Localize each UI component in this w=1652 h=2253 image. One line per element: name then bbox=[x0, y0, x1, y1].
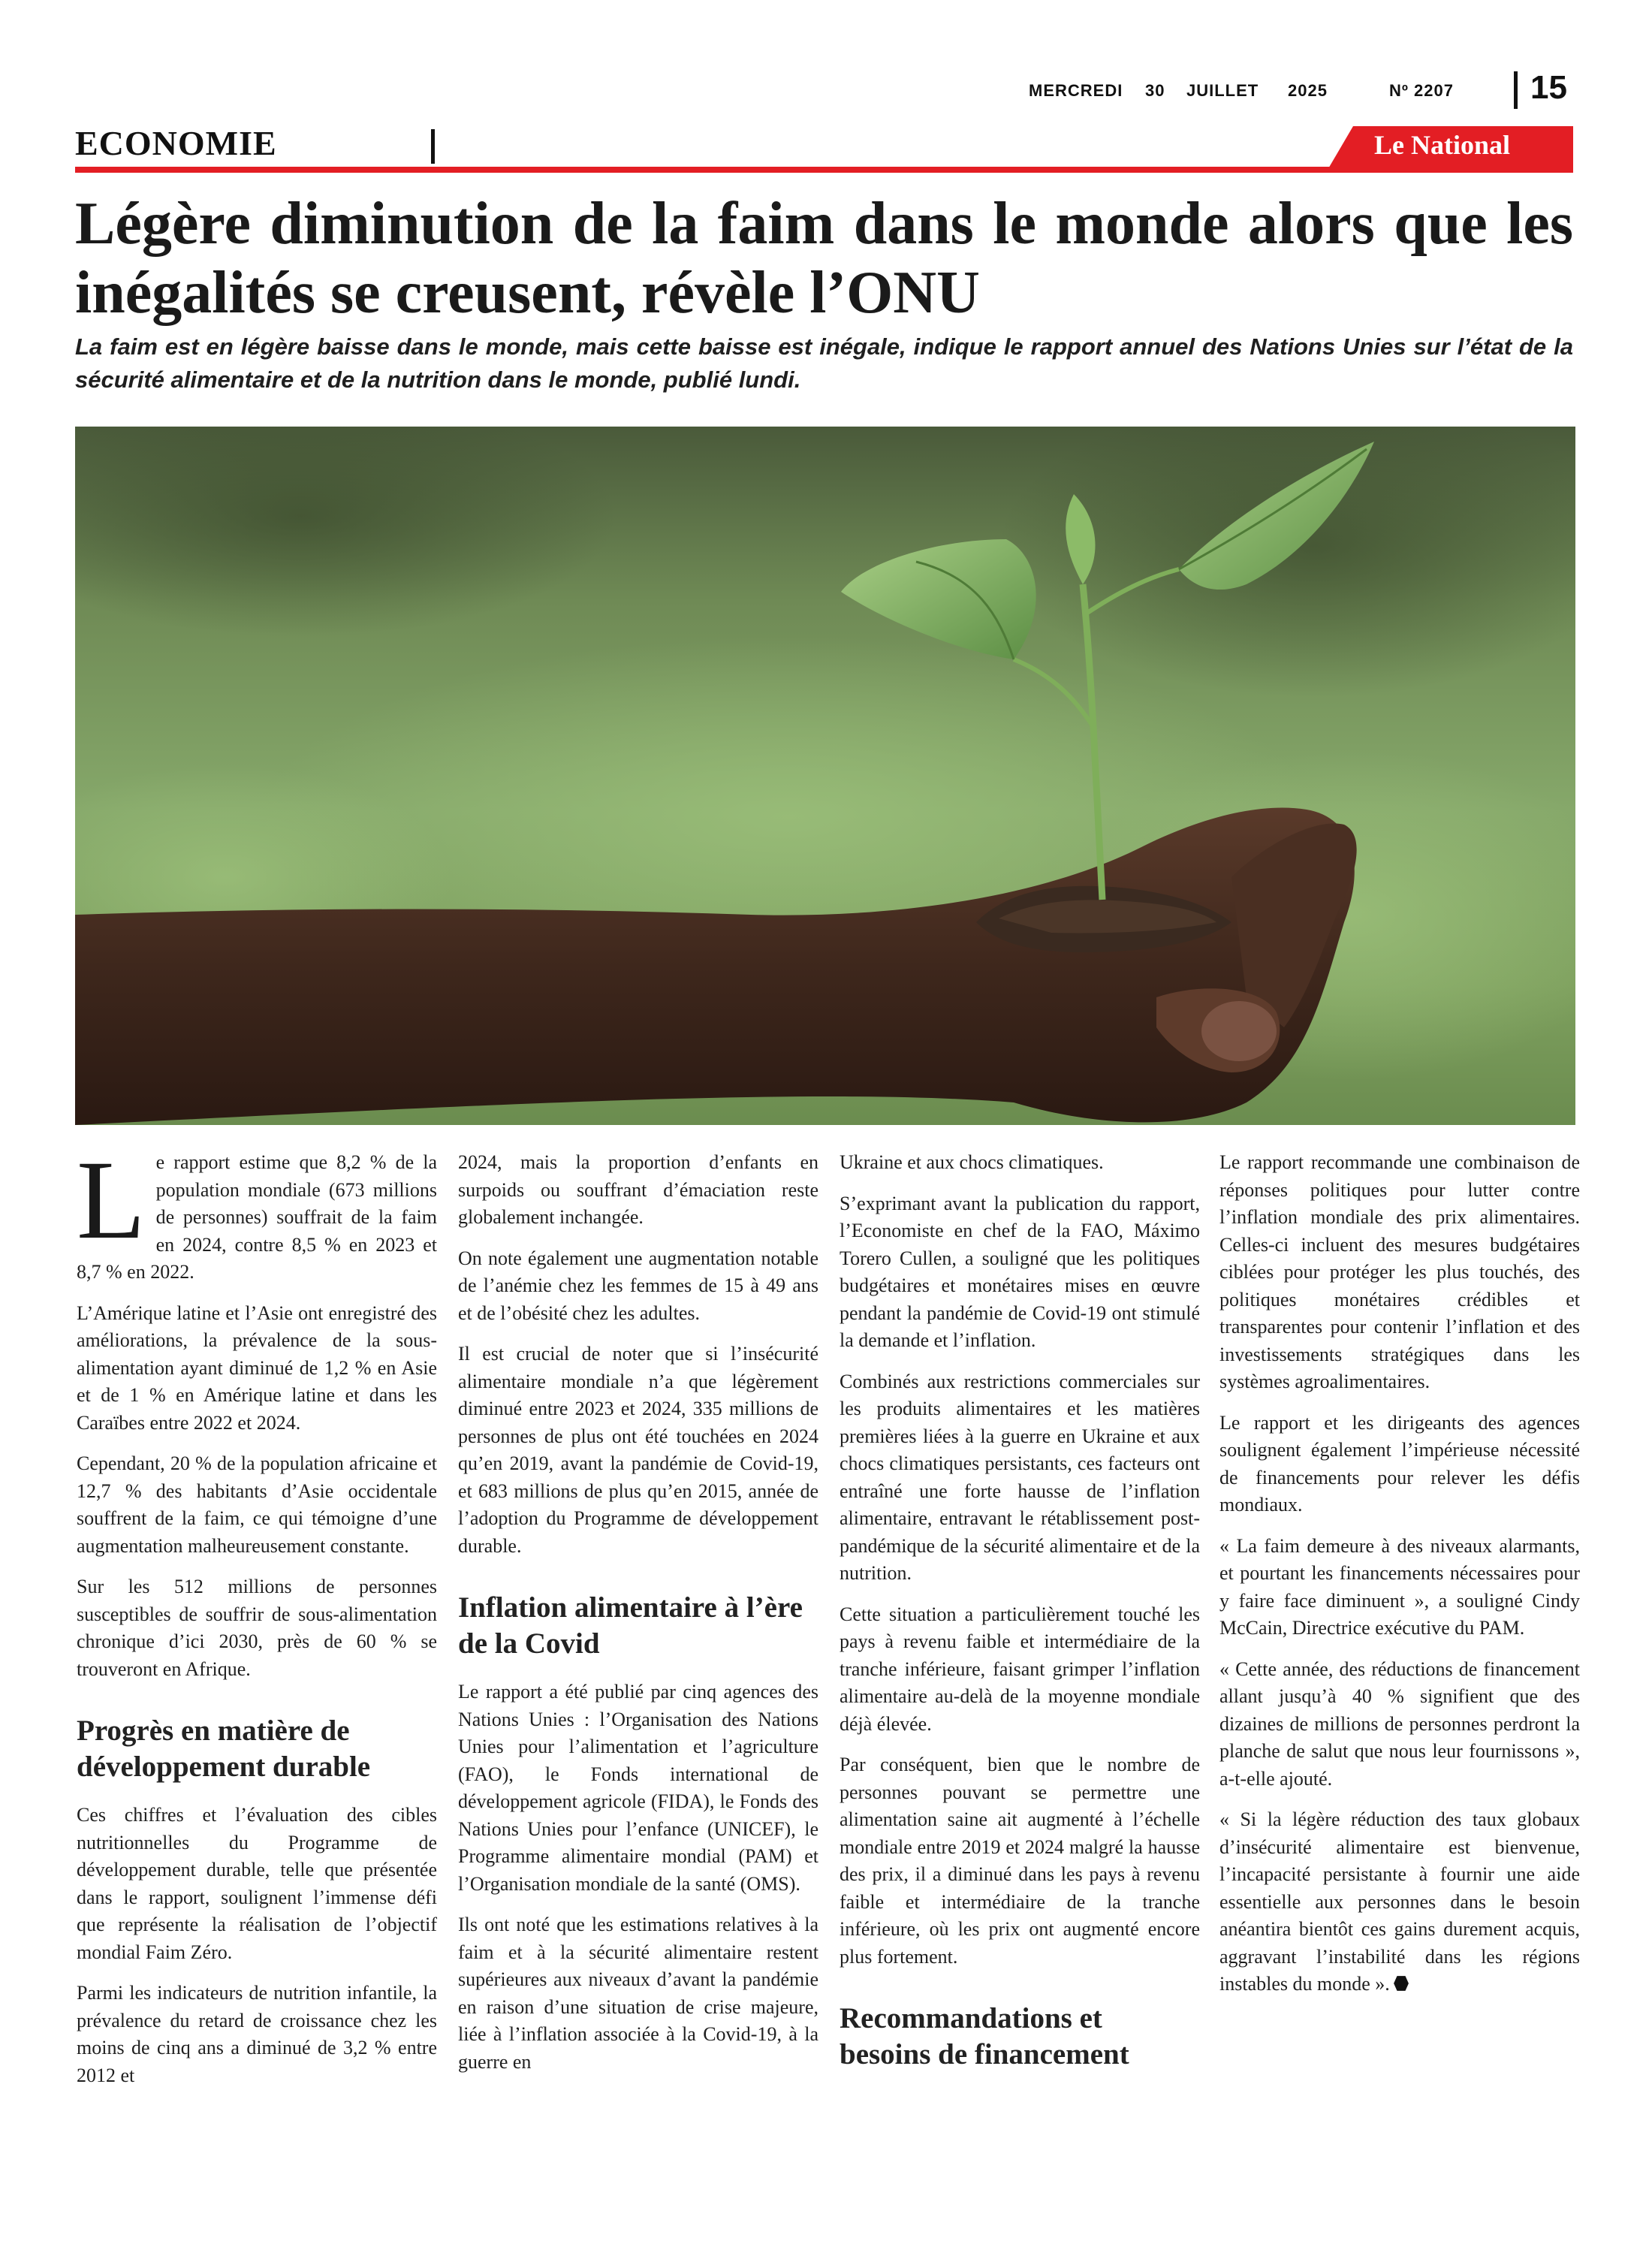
paragraph: L’Amérique latine et l’Asie ont enregistré des améliorations, la prévalence de la sous-alimentation ayant diminué de 1,2 % en Asie et de 1 % en Amérique latine et dans les Caraïbes entre 2022 et 2024. bbox=[77, 1301, 437, 1434]
paragraph: « Si la légère réduction des taux globaux d’insécurité alimentaire est bienvenue, l’incapacité persistante à fournir une aide essentielle aux personnes dans le besoin anéantira bientôt ces gains durement acquis, aggravant l’instabilité dans les régions instables du monde ». bbox=[1219, 1808, 1580, 1995]
brand-name: Le National bbox=[1374, 130, 1511, 160]
section-divider bbox=[431, 129, 435, 164]
lead-paragraph bbox=[77, 1138, 437, 1286]
headline: Légère diminution de la faim dans le monde alors que les inégalités se creusent, révèle l’ONU bbox=[75, 191, 1573, 326]
page-number-divider bbox=[1514, 71, 1518, 109]
subheading: Inflation alimentaire à l’ère de la Covid bbox=[458, 1591, 803, 1660]
final-paragraph bbox=[1219, 1806, 1580, 1998]
article-column-1 bbox=[77, 1138, 437, 2103]
end-of-article-icon bbox=[1393, 1975, 1409, 1992]
folio-year: 2025 bbox=[1288, 81, 1328, 100]
standfirst: La faim est en légère baisse dans le monde, mais cette baisse est inégale, indique le rapport annuel des Nations Unies sur l’état de la sécurité alimentaire et de la nutrition dans le monde, publié lundi. bbox=[75, 333, 1573, 393]
paragraph: Ces chiffres et l’évaluation des cibles nutritionnelles du Programme de développement durable, telle que présentée dans le rapport, soulignent l’immense défi que représente la réalisation de l’objectif mondial Faim Zéro. bbox=[77, 1804, 437, 1963]
folio-day: MERCREDI bbox=[1029, 81, 1123, 100]
subheading: Progrès en matière de développement durable bbox=[77, 1715, 371, 1783]
paragraph: S’exprimant avant la publication du rapport, l’Economiste en chef de la FAO, Máximo Torero Cullen, a souligné que les politiques budgétaires et monétaires mises en œuvre pendant la pandémie de Covid-19 ont stimulé la demande et l’inflation. bbox=[840, 1192, 1200, 1351]
paragraph: Le rapport et les dirigeants des agences soulignent également l’impérieuse nécessité de financements pour relever les défis mondiaux. bbox=[1219, 1411, 1580, 1516]
paragraph: 2024, mais la proportion d’enfants en surpoids ou souffrant d’émaciation reste globalement inchangée. bbox=[458, 1151, 818, 1228]
article-column-4 bbox=[1219, 1149, 1580, 2012]
folio-date: 30 bbox=[1145, 81, 1165, 100]
section-title: ECONOMIE bbox=[75, 124, 277, 162]
paragraph: « Cette année, des réductions de financement allant jusqu’à 40 % signifient que des dizaines de millions de personnes perdront la planche de salut que nous leur fournissons », a-t-elle ajouté. bbox=[1219, 1657, 1580, 1790]
paragraph: Par conséquent, bien que le nombre de personnes pouvant se permettre une alimentation saine ait augmenté à l’échelle mondiale entre 2019 et 2024 malgré la hausse des prix, il a diminué dans les pays à revenu faible et intermédiaire de la tranche inférieure, où les prix ont augmenté encore plus fortement. bbox=[840, 1754, 1200, 1968]
subheading: Recommandations et besoins de financement bbox=[840, 2002, 1129, 2071]
paragraph: e rapport estime que 8,2 % de la population mondiale (673 millions de personnes) souffrait de la faim en 2024, contre 8,5 % en 2023 et 8,7 % en 2022. bbox=[77, 1151, 437, 1283]
seedling-in-hand-photo bbox=[75, 427, 1575, 1125]
paragraph: Cette situation a particulièrement touché les pays à revenu faible et intermédiaire de la tranche inférieure, faisant grimper l’inflation alimentaire au-delà de la moyenne mondiale déjà élevée. bbox=[840, 1603, 1200, 1735]
issue-number: Nº 2207 bbox=[1389, 81, 1454, 100]
paragraph: Ils ont noté que les estimations relatives à la faim et à la sécurité alimentaire restent supérieures aux niveaux d’avant la pandémie en raison d’une situation de crise majeure, liée à l’inflation associée à la Covid-19, à la guerre en bbox=[458, 1914, 818, 2073]
paragraph: Il est crucial de noter que si l’insécurité alimentaire mondiale n’a que légèrement diminué entre 2023 et 2024, 335 millions de personnes de plus ont été touchées en 2024 qu’en 2019, avant la pandémie de Covid-19, et 683 millions de plus qu’en 2015, année de l’adoption du Programme de développement durable. bbox=[458, 1343, 818, 1557]
page-number: 15 bbox=[1530, 69, 1567, 106]
drop-cap: L bbox=[77, 1138, 146, 1262]
paragraph: Le rapport a été publié par cinq agences des Nations Unies : l’Organisation des Nations Unies pour l’alimentation et l’agriculture (FAO), le Fonds international de développement agricole (FIDA), le Fonds des Nations Unies pour l’enfance (UNICEF), le Programme alimentaire mondial (PAM) et l’Organisation mondiale de la santé (OMS). bbox=[458, 1681, 818, 1895]
paragraph: Le rapport recommande une combinaison de réponses politiques pour lutter contre l’inflation mondiale des prix alimentaires. Celles-ci incluent des mesures budgétaires ciblées pour protéger les plus touchés, des politiques monétaires crédibles et transparentes pour contenir l’inflation et des investissements stratégiques dans les systèmes agroalimentaires. bbox=[1219, 1151, 1580, 1392]
paragraph: Cependant, 20 % de la population africaine et 12,7 % des habitants d’Asie occidentale souffrent de la faim, ce qui témoigne d’une augmentation malheureusement constante. bbox=[77, 1452, 437, 1557]
folio-month: JUILLET bbox=[1186, 81, 1259, 100]
paragraph: Parmi les indicateurs de nutrition infantile, la prévalence du retard de croissance chez les moins de cinq ans a diminué de 3,2 % entre 2012 et bbox=[77, 1982, 437, 2086]
paragraph: Ukraine et aux chocs climatiques. bbox=[840, 1151, 1104, 1173]
article-column-2 bbox=[458, 1149, 818, 2089]
paragraph: Combinés aux restrictions commerciales sur les produits alimentaires et les matières premières liées à la guerre en Ukraine et aux chocs climatiques persistants, ces facteurs ont entraîné une forte hausse de l’inflation alimentaire, entravant le rétablissement post-pandémique de la sécurité alimentaire et de la nutrition. bbox=[840, 1370, 1200, 1584]
paragraph: « La faim demeure à des niveaux alarmants, et pourtant les financements nécessaires pour y faire face diminuent », a souligné Cindy McCain, Directrice exécutive du PAM. bbox=[1219, 1534, 1580, 1639]
paragraph: Sur les 512 millions de personnes susceptibles de souffrir de sous-alimentation chronique d’ici 2030, près de 60 % se trouveront en Afrique. bbox=[77, 1576, 437, 1680]
article-column-3 bbox=[840, 1149, 1200, 2089]
paragraph: On note également une augmentation notable de l’anémie chez les femmes de 15 à 49 ans et de l’obésité chez les adultes. bbox=[458, 1247, 818, 1324]
